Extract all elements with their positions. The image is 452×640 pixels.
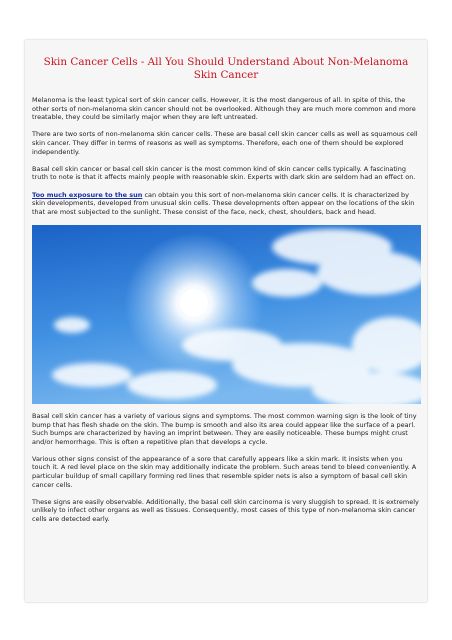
sun-exposure-link[interactable]: Too much exposure to the sun	[32, 190, 143, 199]
sun-exposure-text: can obtain you this sort of non-melanoma skin cancer cells. It is characterized by skin developments, developed from unusual skin cells. These developments often appear on the locations of the skin that are most subjected to the sunlight. These consist of the face, neck, chest, shoulders, back and head.	[32, 190, 415, 216]
sky-sun-photo	[32, 225, 421, 404]
paragraph-observable: These signs are easily observable. Additionally, the basal cell skin carcinoma is very sluggish to spread. It is extremely unlikely to infect other organs as well as tissues. Consequently, most cases of this type of non-melanoma skin cancer cells are detected early.	[32, 497, 419, 524]
paragraph-sun-exposure	[32, 191, 423, 217]
sun-icon	[180, 289, 208, 317]
paragraph-basal-cell: Basal cell skin cancer or basal cell skin cancer is the most common kind of skin cancer cells typically. A fascinating truth to note is that it affects mainly people with reasonable skin. Experts with dark skin are seldom had an effect on.	[32, 164, 416, 182]
article-body	[32, 96, 423, 524]
article-title: Skin Cancer Cells - All You Should Understand About Non-Melanoma Skin Cancer	[43, 56, 409, 81]
document-page	[25, 40, 427, 602]
paragraph-signs: Basal cell skin cancer has a variety of various signs and symptoms. The most common warning sign is the look of tiny bump that has flesh shade on the skin. The bump is smooth and also its area could appear like the surface of a pearl. Such bumps are characterized by having an imprint between. They are easily noticeable. These bumps might crust and/or hemorrhage. This is often a repetitive plan that develops a cycle.	[32, 411, 417, 446]
paragraph-two-sorts: There are two sorts of non-melanoma skin cancer cells. These are basal cell skin cancer cells as well as squamous cell skin cancer. They differ in terms of reasons as well as symptoms. Therefore, each one of them should be explored independently.	[32, 130, 418, 156]
paragraph-melanoma: Melanoma is the least typical sort of skin cancer cells. However, it is the most dangerous of all. In spite of this, the other sorts of non-melanoma skin cancer should not be overlooked. Although they are much more common and more treatable, they could be similarly major when they are left untreated.	[32, 96, 416, 122]
paragraph-other-signs: Various other signs consist of the appearance of a sore that carefully appears like a skin mark. It insists when you touch it. A red level place on the skin may additionally indicate the problem. Such areas tend to bleed conveniently. A particular buildup of small capillary forming red lines that resemble spider nets is also a symptom of basal cell skin cancer cells.	[32, 454, 417, 489]
